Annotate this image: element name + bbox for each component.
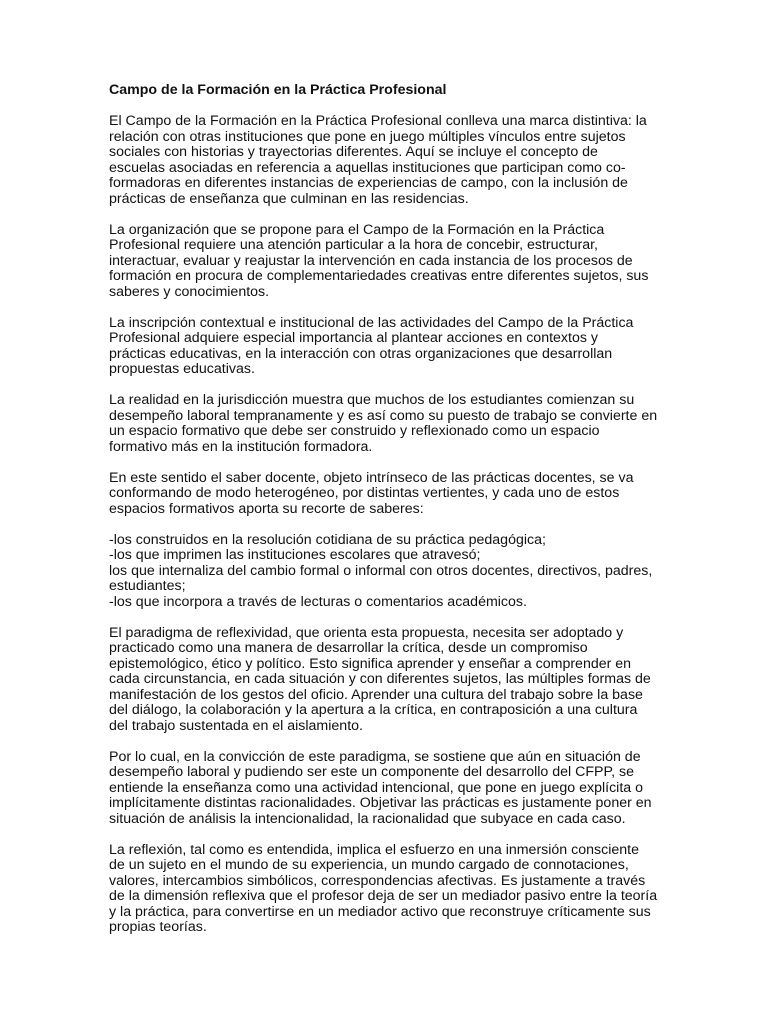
paragraph-line: del trabajo sustentada en el aislamiento.	[109, 717, 363, 734]
paragraph-line: un espacio formativo que debe ser construido y reflexionado como un espacio	[109, 423, 600, 439]
paragraph-line: sociales con historias y trayectorias diferentes. Aquí se incluye el concepto de	[109, 144, 598, 160]
paragraph-line: estudiantes;	[109, 578, 186, 594]
paragraph-line: manifestación de los gestos del oficio. Aprender una cultura del trabajo sobre la base	[109, 686, 643, 703]
paragraph-line: En este sentido el saber docente, objeto intrínseco de las prácticas docentes, se va	[109, 469, 634, 486]
paragraph-line: -los construidos en la resolución cotidiana de su práctica pedagógica;	[109, 531, 546, 548]
paragraph-line: de un sujeto en el mundo de su experiencia, un mundo cargado de connotaciones,	[109, 857, 629, 873]
paragraph-line: -los que incorpora a través de lecturas o comentarios académicos.	[109, 593, 527, 610]
paragraph-line: saberes y conocimientos.	[109, 283, 270, 300]
paragraph-line: cada circunstancia, en cada situación y con diferentes sujetos, las múltiples formas de	[109, 671, 651, 687]
paragraphs-container	[109, 114, 664, 936]
paragraph-line: espacios formativos aporta su recorte de saberes:	[109, 500, 424, 517]
paragraph-line: formadoras en diferentes instancias de experiencias de campo, con la inclusión de	[109, 175, 628, 191]
paragraph-line: Profesional adquiere especial importancia al plantear acciones en contextos y	[109, 330, 598, 346]
paragraph-line: implícitamente distintas racionalidades. Objetivar las prácticas es justamente poner en	[109, 795, 652, 811]
document-body	[109, 83, 664, 951]
document-title: Campo de la Formación en la Práctica Profesional	[109, 82, 447, 98]
paragraph-line: interactuar, evaluar y reajustar la intervención en cada instancia de los procesos de	[109, 252, 633, 269]
paragraph-line: El Campo de la Formación en la Práctica Profesional conlleva una marca distintiva: la	[109, 113, 647, 129]
paragraph-line: del diálogo, la colaboración y la apertura a la crítica, en contraposición a una cultura	[109, 702, 638, 718]
paragraph	[109, 471, 664, 518]
paragraph-line: valores, intercambios simbólicos, correspondencias afectivas. Es justamente a través	[109, 872, 646, 889]
paragraph-line: prácticas educativas, en la interacción con otras organizaciones que desarrollan	[109, 345, 613, 362]
paragraph-line: prácticas de enseñanza que culminan en las residencias.	[109, 190, 469, 207]
paragraph-line: conformando de modo heterogéneo, por distintas vertientes, y cada uno de estos	[109, 485, 620, 501]
paragraph	[109, 750, 664, 828]
paragraph-line: epistemológico, ético y político. Esto significa aprender y enseñar a comprender en	[109, 655, 632, 672]
paragraph-line: desempeño laboral y pudiendo ser este un componente del desarrollo del CFPP, se	[109, 764, 635, 780]
paragraph	[109, 393, 664, 455]
paragraph-line: y la práctica, para convertirse en un mediador activo que reconstruye críticamente sus	[109, 903, 651, 920]
paragraph-line: los que internaliza del cambio formal o informal con otros docentes, directivos, padres,	[109, 562, 653, 579]
paragraph-line: relación con otras instituciones que pone en juego múltiples vínculos entre sujetos	[109, 128, 626, 145]
paragraph-line: El paradigma de reflexividad, que orienta esta propuesta, necesita ser adoptado y	[109, 624, 624, 641]
paragraph-line: de la dimensión reflexiva que el profesor deja de ser un mediador pasivo entre la teoría	[109, 888, 658, 904]
paragraph-line: escuelas asociadas en referencia a aquellas instituciones que participan como co-	[109, 159, 626, 176]
paragraph-line: practicado como una manera de desarrollar la crítica, desde un compromiso	[109, 640, 588, 656]
paragraph	[109, 843, 664, 936]
paragraph-line: La reflexión, tal como es entendida, implica el esfuerzo en una inmersión consciente	[109, 841, 639, 858]
paragraph-line: La realidad en la jurisdicción muestra que muchos de los estudiantes comienzan su	[109, 392, 635, 408]
paragraph-line: La inscripción contextual e institucional de las actividades del Campo de la Práctica	[109, 314, 634, 331]
paragraph-line: entiende la enseñanza como una actividad intencional, que pone en juego explícita o	[109, 779, 643, 796]
paragraph-line: situación de análisis la intencionalidad, la racionalidad que subyace en cada caso.	[109, 810, 626, 827]
paragraph-line: formación en procura de complementariedades creativas entre diferentes sujetos, sus	[109, 268, 649, 284]
paragraph-line: propuestas educativas.	[109, 361, 255, 377]
paragraph	[109, 114, 664, 207]
paragraph-line: Por lo cual, en la convicción de este paradigma, se sostiene que aún en situación de	[109, 748, 641, 765]
paragraph	[109, 533, 664, 611]
paragraph-line: Profesional requiere una atención particular a la hora de concebir, estructurar,	[109, 237, 598, 253]
paragraph	[109, 626, 664, 735]
paragraph-line: desempeño laboral tempranamente y es así como su puesto de trabajo se convierte en	[109, 407, 658, 424]
paragraph-line: propias teorías.	[109, 919, 207, 935]
paragraph-line: formativo más en la institución formadora.	[109, 438, 373, 455]
paragraph-line: -los que imprimen las instituciones escolares que atravesó;	[109, 547, 481, 563]
paragraph	[109, 316, 664, 378]
paragraph	[109, 223, 664, 301]
paragraph-line: La organización que se propone para el Campo de la Formación en la Práctica	[109, 221, 605, 238]
